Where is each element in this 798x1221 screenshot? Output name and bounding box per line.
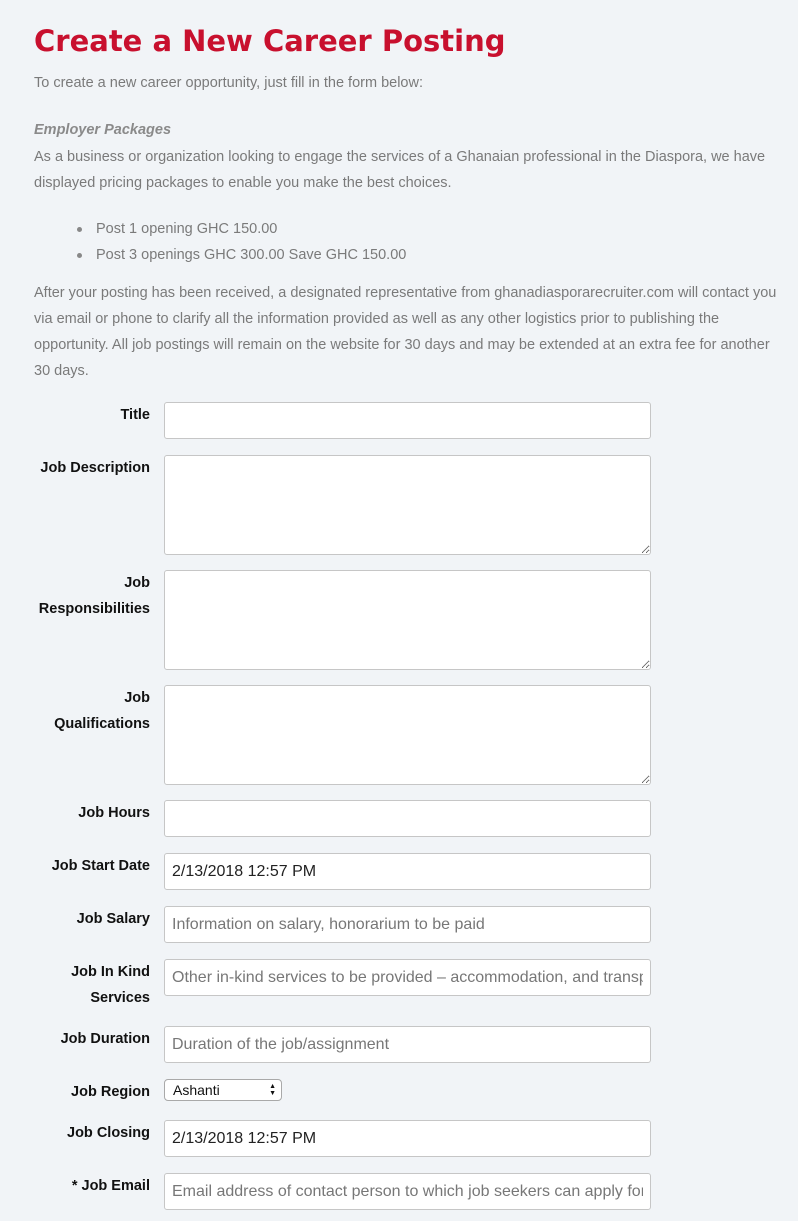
package-item: Post 3 openings GHC 300.00 Save GHC 150.00 [96, 242, 406, 268]
description-label: Job Description [40, 460, 150, 476]
responsibilities-label [34, 570, 150, 622]
hours-label: Job Hours [78, 805, 150, 821]
description-textarea[interactable] [164, 455, 651, 555]
title-input[interactable] [164, 402, 651, 439]
salary-label: Job Salary [76, 911, 150, 927]
qualifications-label-line2: Qualifications [54, 716, 150, 732]
duration-label: Job Duration [60, 1031, 150, 1047]
in-kind-label-line2: Services [90, 990, 150, 1006]
in-kind-label [34, 959, 150, 1011]
responsibilities-textarea[interactable] [164, 570, 651, 670]
title-label: Title [120, 407, 150, 423]
qualifications-textarea[interactable] [164, 685, 651, 785]
email-input[interactable] [164, 1173, 651, 1210]
in-kind-input[interactable] [164, 959, 651, 996]
intro-text: To create a new career opportunity, just fill in the form below: [34, 75, 424, 91]
responsibilities-label-line2: Responsibilities [38, 601, 150, 617]
region-selected-value: Ashanti [173, 1082, 220, 1098]
region-select[interactable] [164, 1079, 282, 1101]
region-label: Job Region [71, 1084, 150, 1100]
page-title: Create a New Career Posting [34, 24, 506, 58]
responsibilities-label-line1: Job [124, 575, 150, 591]
packages-heading: Employer Packages [34, 122, 172, 138]
packages-description: As a business or organization looking to engage the services of a Ghanaian professional in the Diaspora, we have displayed pricing packages to enable you make the best choices. [34, 149, 766, 191]
closing-input[interactable] [164, 1120, 651, 1157]
start-date-input[interactable] [164, 853, 651, 890]
email-label: * Job Email [71, 1178, 150, 1194]
hours-input[interactable] [164, 800, 651, 837]
start-date-label: Job Start Date [51, 858, 150, 874]
select-arrows-icon: ▲ ▼ [269, 1083, 276, 1097]
closing-label: Job Closing [67, 1125, 150, 1141]
posting-info-text: After your posting has been received, a designated representative from ghanadiasporarecruiter.com will contact you via email or phone to clarify all the information provided as well as any other logistics prior to publishing the opportunity. All job postings will remain on the website for 30 days and may be extended at an extra fee for another 30 days. [34, 285, 777, 379]
in-kind-label-line1: Job In Kind [71, 964, 150, 980]
qualifications-label [34, 685, 150, 737]
package-item: Post 1 opening GHC 150.00 [96, 216, 406, 242]
qualifications-label-line1: Job [124, 690, 150, 706]
duration-input[interactable] [164, 1026, 651, 1063]
salary-input[interactable] [164, 906, 651, 943]
packages-list [34, 216, 406, 268]
